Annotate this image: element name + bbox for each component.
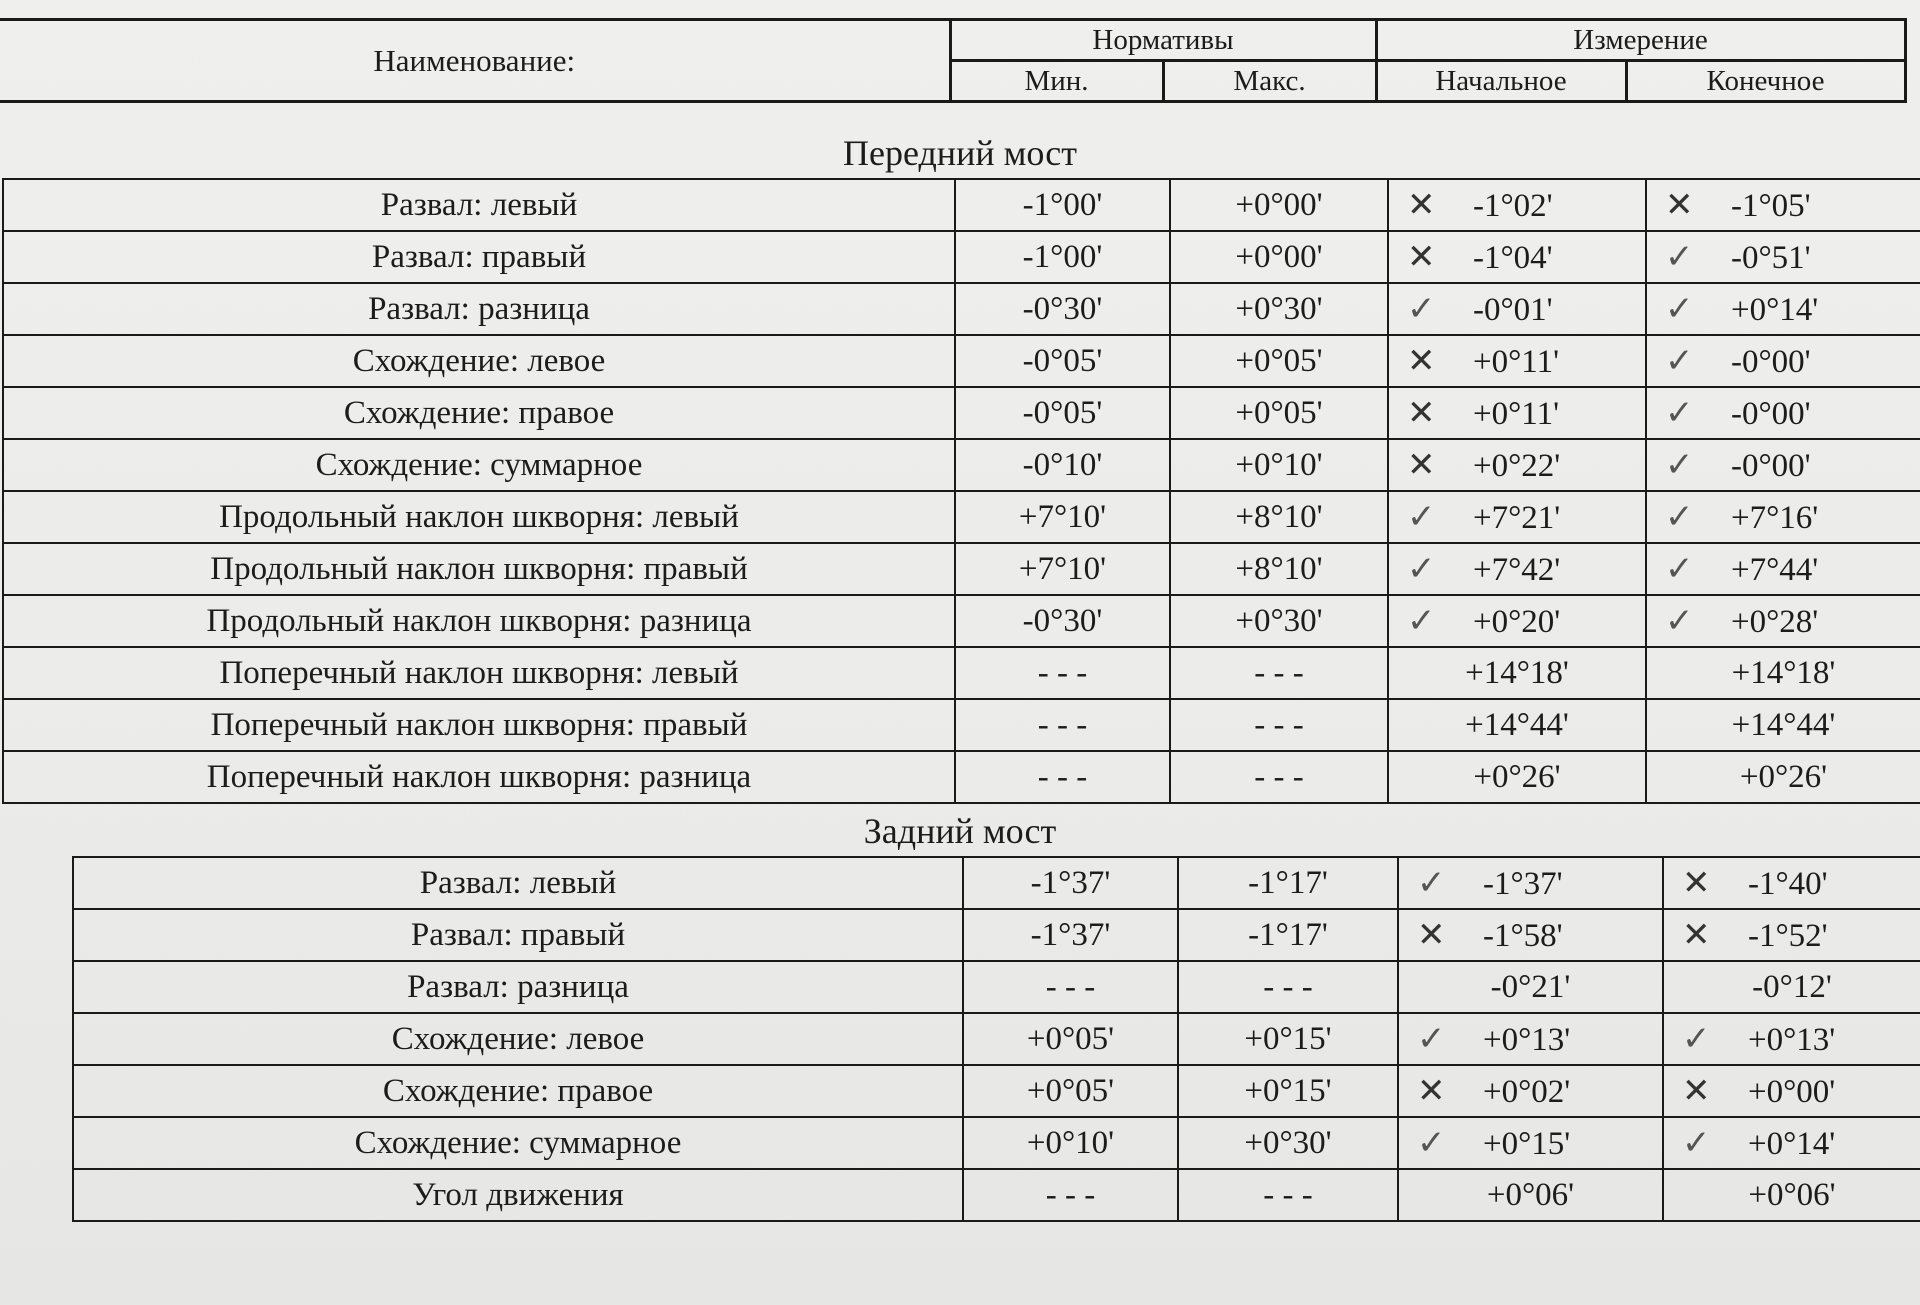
parameter-name: Развал: разница: [73, 961, 963, 1013]
parameter-name: Схождение: правое: [3, 387, 955, 439]
name-column-header: Наименование:: [0, 20, 950, 102]
final-value: +0°14': [1748, 1126, 1836, 1162]
final-measurement-cell: [1646, 647, 1920, 699]
initial-value: +0°06': [1486, 1176, 1575, 1213]
parameter-name: Развал: разница: [3, 283, 955, 335]
initial-measurement-cell: [1388, 283, 1646, 335]
checkmark-icon: ✓: [1682, 1019, 1711, 1059]
norm-max-value: +0°15': [1178, 1013, 1398, 1065]
checkmark-icon: ✓: [1682, 1123, 1711, 1163]
report-header: [0, 18, 1907, 103]
norm-max-value: +8°10': [1170, 491, 1388, 543]
initial-measurement-cell: [1398, 1065, 1663, 1117]
initial-value: +0°13': [1483, 1022, 1571, 1058]
table-row: [73, 1013, 1920, 1065]
front-axle-table: [2, 178, 1920, 804]
cross-icon: ✕: [1682, 1071, 1711, 1111]
cross-icon: ✕: [1417, 1071, 1446, 1111]
initial-measurement-cell: [1398, 1013, 1663, 1065]
initial-measurement-cell: [1388, 595, 1646, 647]
final-value: +0°26': [1739, 758, 1828, 795]
initial-measurement-cell: [1388, 387, 1646, 439]
checkmark-icon: ✓: [1665, 549, 1694, 589]
initial-measurement-cell: [1388, 751, 1646, 803]
measure-header: Измерение: [1376, 20, 1905, 61]
table-row: [3, 283, 1920, 335]
cross-icon: ✕: [1407, 445, 1436, 485]
checkmark-icon: ✓: [1665, 341, 1694, 381]
final-measurement-cell: [1663, 909, 1920, 961]
front-axle-title: Передний мост: [843, 133, 1077, 173]
norm-min-value: -0°30': [955, 595, 1170, 647]
initial-value: -0°01': [1473, 292, 1553, 328]
checkmark-icon: ✓: [1417, 863, 1446, 903]
table-row: [3, 335, 1920, 387]
norm-min-value: -1°37': [963, 909, 1178, 961]
norm-min-value: -1°37': [963, 857, 1178, 909]
norm-max-value: +0°30': [1170, 595, 1388, 647]
parameter-name: Схождение: левое: [3, 335, 955, 387]
parameter-name: Развал: правый: [73, 909, 963, 961]
initial-value: -1°04': [1473, 240, 1553, 276]
parameter-name: Поперечный наклон шкворня: разница: [3, 751, 955, 803]
initial-value: -1°37': [1483, 866, 1563, 902]
final-measurement-cell: [1646, 231, 1920, 283]
initial-measurement-cell: [1388, 491, 1646, 543]
norm-max-value: +0°05': [1170, 335, 1388, 387]
initial-measurement-cell: [1398, 857, 1663, 909]
checkmark-icon: ✓: [1407, 497, 1436, 537]
cross-icon: ✕: [1407, 341, 1436, 381]
norm-max-value: -1°17': [1178, 857, 1398, 909]
final-measurement-cell: [1646, 751, 1920, 803]
final-value: +14°18': [1731, 654, 1836, 691]
final-value: -0°00': [1731, 448, 1811, 484]
table-row: [73, 909, 1920, 961]
norm-max-value: +0°30': [1178, 1117, 1398, 1169]
final-header: Конечное: [1626, 61, 1905, 102]
final-measurement-cell: [1663, 1013, 1920, 1065]
final-value: -0°00': [1731, 344, 1811, 380]
norm-max-value: - - -: [1178, 1169, 1398, 1221]
initial-value: -1°58': [1483, 918, 1563, 954]
checkmark-icon: ✓: [1665, 237, 1694, 277]
final-value: +0°28': [1731, 604, 1819, 640]
final-value: -1°40': [1748, 866, 1828, 902]
initial-measurement-cell: [1398, 1117, 1663, 1169]
final-value: -1°52': [1748, 918, 1828, 954]
max-header: Макс.: [1163, 61, 1376, 102]
norm-max-value: +0°00': [1170, 231, 1388, 283]
norm-max-value: +0°15': [1178, 1065, 1398, 1117]
final-value: +7°44': [1731, 552, 1819, 588]
initial-value: +0°20': [1473, 604, 1561, 640]
table-row: [3, 543, 1920, 595]
norm-min-value: - - -: [955, 699, 1170, 751]
cross-icon: ✕: [1682, 915, 1711, 955]
norm-min-value: +7°10': [955, 491, 1170, 543]
initial-measurement-cell: [1388, 335, 1646, 387]
final-measurement-cell: [1646, 283, 1920, 335]
norm-min-value: -0°05': [955, 387, 1170, 439]
final-value: +14°44': [1731, 706, 1836, 743]
table-row: [3, 231, 1920, 283]
norm-max-value: - - -: [1170, 647, 1388, 699]
norm-max-value: +8°10': [1170, 543, 1388, 595]
norm-min-value: -1°00': [955, 231, 1170, 283]
norm-min-value: +0°05': [963, 1013, 1178, 1065]
initial-value: +14°44': [1465, 706, 1569, 743]
cross-icon: ✕: [1407, 393, 1436, 433]
norm-min-value: -0°10': [955, 439, 1170, 491]
initial-value: -1°02': [1473, 188, 1553, 224]
table-row: [3, 595, 1920, 647]
initial-value: +0°26': [1473, 758, 1561, 795]
parameter-name: Поперечный наклон шкворня: левый: [3, 647, 955, 699]
initial-header: Начальное: [1376, 61, 1626, 102]
final-value: -1°05': [1731, 188, 1811, 224]
checkmark-icon: ✓: [1665, 601, 1694, 641]
rear-axle-table: [72, 856, 1920, 1222]
final-value: -0°00': [1731, 396, 1811, 432]
table-row: [3, 751, 1920, 803]
norm-min-value: +0°10': [963, 1117, 1178, 1169]
norm-min-value: - - -: [955, 751, 1170, 803]
cross-icon: ✕: [1665, 185, 1694, 225]
norm-min-value: +0°05': [963, 1065, 1178, 1117]
parameter-name: Схождение: суммарное: [3, 439, 955, 491]
checkmark-icon: ✓: [1407, 549, 1436, 589]
final-value: -0°51': [1731, 240, 1811, 276]
parameter-name: Развал: левый: [3, 179, 955, 231]
checkmark-icon: ✓: [1665, 497, 1694, 537]
final-measurement-cell: [1646, 491, 1920, 543]
parameter-name: Схождение: суммарное: [73, 1117, 963, 1169]
checkmark-icon: ✓: [1665, 289, 1694, 329]
table-row: [3, 439, 1920, 491]
cross-icon: ✕: [1417, 915, 1446, 955]
table-row: [73, 961, 1920, 1013]
norm-max-value: - - -: [1178, 961, 1398, 1013]
norm-min-value: -0°05': [955, 335, 1170, 387]
initial-measurement-cell: [1388, 543, 1646, 595]
parameter-name: Схождение: правое: [73, 1065, 963, 1117]
initial-value: +14°18': [1465, 654, 1569, 691]
norm-max-value: - - -: [1170, 751, 1388, 803]
final-measurement-cell: [1646, 699, 1920, 751]
norm-max-value: -1°17': [1178, 909, 1398, 961]
final-measurement-cell: [1646, 595, 1920, 647]
final-measurement-cell: [1663, 961, 1920, 1013]
initial-measurement-cell: [1388, 647, 1646, 699]
initial-measurement-cell: [1398, 961, 1663, 1013]
norm-max-value: +0°10': [1170, 439, 1388, 491]
checkmark-icon: ✓: [1417, 1019, 1446, 1059]
table-row: [73, 1169, 1920, 1221]
min-header: Мин.: [950, 61, 1163, 102]
final-measurement-cell: [1663, 1065, 1920, 1117]
norm-min-value: - - -: [963, 1169, 1178, 1221]
table-row: [3, 647, 1920, 699]
initial-value: +0°02': [1483, 1074, 1571, 1110]
table-row: [73, 1065, 1920, 1117]
parameter-name: Схождение: левое: [73, 1013, 963, 1065]
checkmark-icon: ✓: [1407, 289, 1436, 329]
final-value: +0°13': [1748, 1022, 1836, 1058]
initial-value: +0°11': [1473, 344, 1560, 380]
norm-min-value: - - -: [963, 961, 1178, 1013]
final-measurement-cell: [1646, 335, 1920, 387]
norm-max-value: +0°00': [1170, 179, 1388, 231]
final-measurement-cell: [1663, 1117, 1920, 1169]
final-measurement-cell: [1646, 543, 1920, 595]
checkmark-icon: ✓: [1407, 601, 1436, 641]
table-row: [3, 387, 1920, 439]
initial-value: -0°21': [1490, 968, 1571, 1005]
final-value: +0°00': [1748, 1074, 1836, 1110]
cross-icon: ✕: [1407, 185, 1436, 225]
checkmark-icon: ✓: [1665, 445, 1694, 485]
initial-measurement-cell: [1388, 439, 1646, 491]
table-row: [73, 857, 1920, 909]
parameter-name: Поперечный наклон шкворня: правый: [3, 699, 955, 751]
final-value: -0°12': [1752, 968, 1832, 1005]
parameter-name: Продольный наклон шкворня: правый: [3, 543, 955, 595]
final-measurement-cell: [1663, 1169, 1920, 1221]
initial-measurement-cell: [1388, 699, 1646, 751]
final-measurement-cell: [1646, 439, 1920, 491]
parameter-name: Развал: левый: [73, 857, 963, 909]
final-value: +7°16': [1731, 500, 1819, 536]
norm-max-value: +0°05': [1170, 387, 1388, 439]
table-row: [73, 1117, 1920, 1169]
norm-min-value: -0°30': [955, 283, 1170, 335]
norm-min-value: - - -: [955, 647, 1170, 699]
parameter-name: Продольный наклон шкворня: левый: [3, 491, 955, 543]
norms-header: Нормативы: [950, 20, 1376, 61]
table-row: [3, 699, 1920, 751]
initial-measurement-cell: [1388, 231, 1646, 283]
final-value: +0°14': [1731, 292, 1819, 328]
rear-axle-title: Задний мост: [863, 811, 1057, 851]
initial-measurement-cell: [1398, 909, 1663, 961]
checkmark-icon: ✓: [1417, 1123, 1446, 1163]
final-value: +0°06': [1748, 1176, 1836, 1213]
table-row: [3, 491, 1920, 543]
norm-max-value: +0°30': [1170, 283, 1388, 335]
final-measurement-cell: [1646, 179, 1920, 231]
norm-min-value: +7°10': [955, 543, 1170, 595]
norm-max-value: - - -: [1170, 699, 1388, 751]
parameter-name: Продольный наклон шкворня: разница: [3, 595, 955, 647]
norm-min-value: -1°00': [955, 179, 1170, 231]
cross-icon: ✕: [1407, 237, 1436, 277]
parameter-name: Развал: правый: [3, 231, 955, 283]
parameter-name: Угол движения: [73, 1169, 963, 1221]
initial-value: +0°11': [1473, 396, 1560, 432]
initial-value: +0°15': [1483, 1126, 1571, 1162]
checkmark-icon: ✓: [1665, 393, 1694, 433]
initial-value: +0°22': [1473, 448, 1561, 484]
final-measurement-cell: [1646, 387, 1920, 439]
table-row: [3, 179, 1920, 231]
initial-measurement-cell: [1398, 1169, 1663, 1221]
initial-value: +7°42': [1473, 552, 1561, 588]
final-measurement-cell: [1663, 857, 1920, 909]
initial-value: +7°21': [1473, 500, 1561, 536]
cross-icon: ✕: [1682, 863, 1711, 903]
initial-measurement-cell: [1388, 179, 1646, 231]
